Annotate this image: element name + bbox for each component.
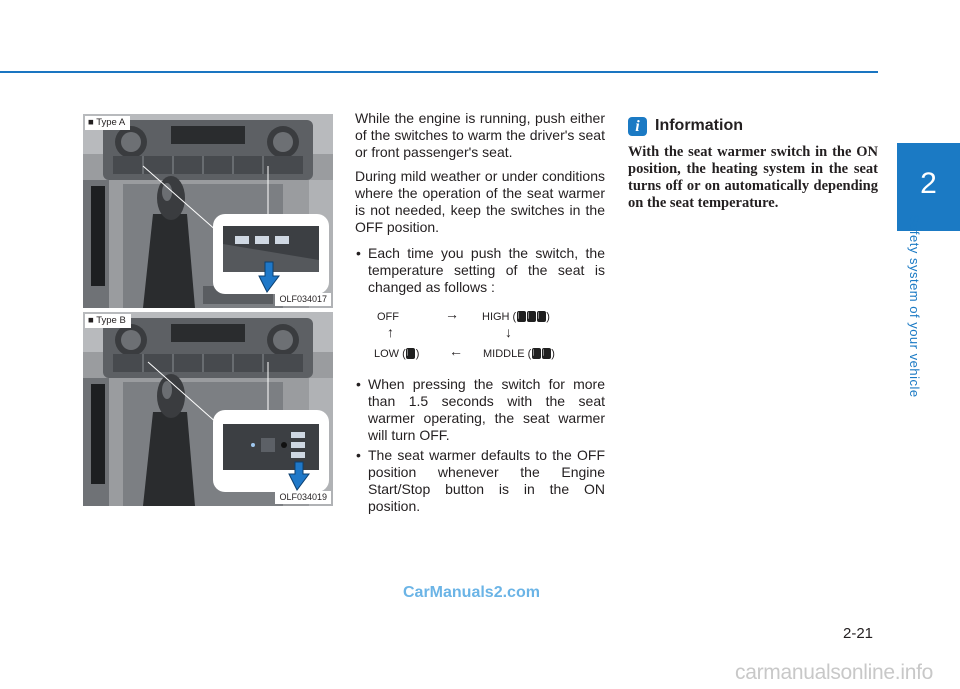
cycle-low-label: LOW ( [374, 348, 406, 360]
figure-code: OLF034019 [275, 491, 331, 504]
watermark-text: carmanualsonline.info [735, 661, 933, 684]
page-number: 2-21 [843, 625, 874, 642]
arrow-up: ↑ [387, 324, 394, 340]
paragraph: During mild weather or under conditions where the operation of the seat warmer is not needed, keep the switches in the OFF position. [355, 168, 605, 235]
temperature-cycle-diagram [355, 306, 605, 368]
seat-heat-icon [537, 311, 546, 322]
cycle-high-label: HIGH ( [482, 311, 517, 323]
bullet-item: • When pressing the switch for more than 1.5 seconds with the seat warmer operating, the seat warmer will turn OFF. [355, 376, 605, 444]
seat-heat-icon [532, 348, 541, 359]
seat-heat-icon [517, 311, 526, 322]
seat-heat-icon [406, 348, 415, 359]
header-rule [0, 71, 878, 73]
figure-type-a [83, 114, 333, 308]
cycle-high [482, 309, 550, 326]
cycle-low-close: ) [415, 348, 420, 360]
information-text: With the seat warmer switch in the ON position, the heating system in the seat turns off or on automatically depending on the seat temperature. [628, 144, 878, 211]
cycle-middle [483, 346, 555, 363]
main-text-column [355, 110, 605, 515]
cycle-middle-label: MIDDLE ( [483, 348, 532, 360]
cycle-off: OFF [377, 311, 399, 323]
figure-type-b [83, 312, 333, 506]
arrow-right: → [445, 306, 459, 322]
bullet-item: • The seat warmer defaults to the OFF position whenever the Engine Start/Stop button is in the ON position. [355, 447, 605, 515]
console-illustration-a [83, 114, 333, 308]
watermark-link[interactable]: CarManuals2.com [403, 584, 540, 601]
cycle-high-close: ) [546, 311, 550, 323]
chapter-title: Safety system of your vehicle [907, 214, 922, 398]
information-title: Information [655, 117, 743, 134]
info-icon: i [628, 117, 647, 136]
information-header [628, 116, 743, 136]
figure-label: ■ Type B [85, 314, 131, 328]
chapter-title-strip [897, 214, 926, 404]
arrow-left: ← [449, 343, 463, 359]
arrow-down: ↓ [505, 324, 512, 340]
bullet-item: • Each time you push the switch, the temperature setting of the seat is changed as follows : [355, 245, 605, 296]
figure-code: OLF034017 [275, 293, 331, 306]
figure-label: ■ Type A [85, 116, 130, 130]
cycle-low [374, 346, 419, 363]
chapter-number: 2 [920, 167, 937, 200]
console-illustration-b [83, 312, 333, 506]
seat-heat-icon [542, 348, 551, 359]
seat-heat-icon [527, 311, 536, 322]
cycle-middle-close: ) [551, 348, 555, 360]
paragraph: While the engine is running, push either of the switches to warm the driver's seat or front passenger's seat. [355, 110, 605, 160]
